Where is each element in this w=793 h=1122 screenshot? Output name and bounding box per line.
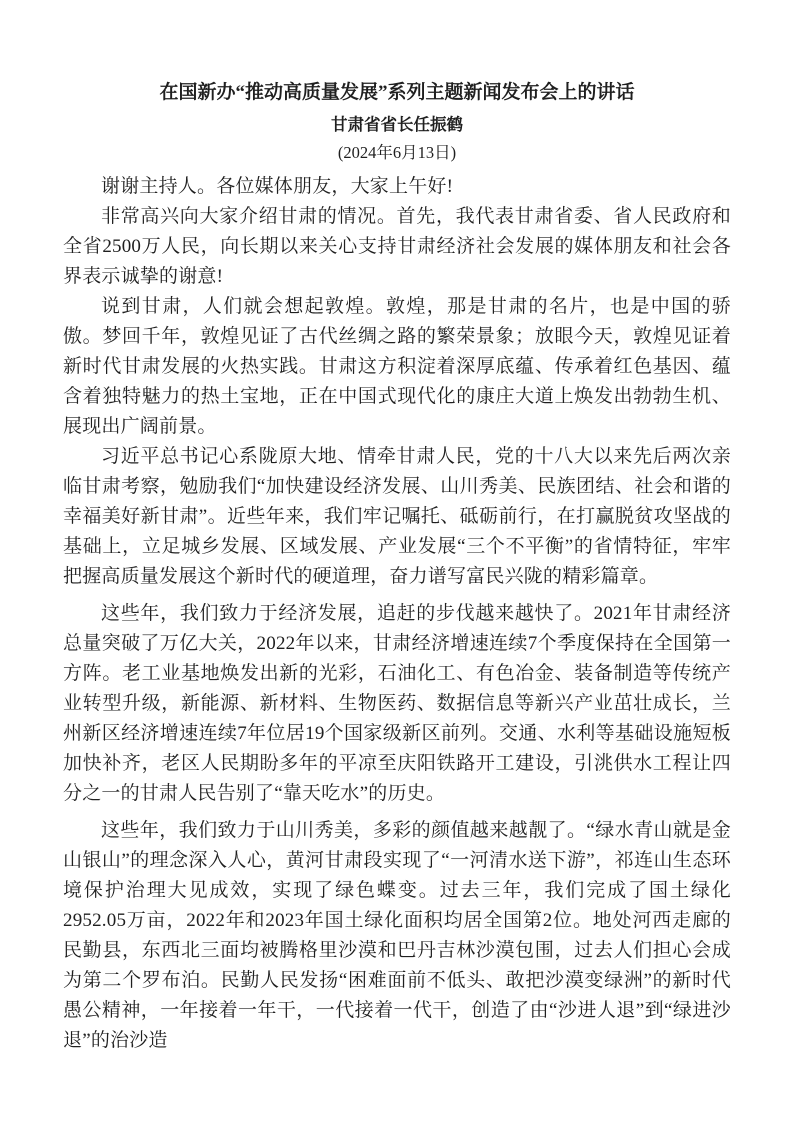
document-title: 在国新办“推动高质量发展”系列主题新闻发布会上的讲话 xyxy=(159,82,635,103)
paragraph-dunhuang: 说到甘肃，人们就会想起敦煌。敦煌，那是甘肃的名片，也是中国的骄傲。梦回千年，敦煌见证了古代丝绸之路的繁荣景象；放眼今天，敦煌见证着新时代甘肃发展的火热实践。甘肃这方积淀着深厚底蕴、传承着红色基因、蕴含着独特魅力的热土宝地，正在中国式现代化的康庄大道上焕发出勃勃生机、展现出广阔前景。 xyxy=(63,296,731,437)
document-body xyxy=(63,172,731,1056)
paragraph-ecology: 这些年，我们致力于山川秀美，多彩的颜值越来越靓了。“绿水青山就是金山银山”的理念深入人心，黄河甘肃段实现了“一河清水送下游”，祁连山生态环境保护治理大见成效，实现了绿色蝶变。过去三年，我们完成了国土绿化2952.05万亩，2022年和2023年国土绿化面积均居全国第2位。地处河西走廊的民勤县，东西北三面均被腾格里沙漠和巴丹吉林沙漠包围，过去人们担心会成为第二个罗布泊。民勤人民发扬“困难面前不低头、敢把沙漠变绿洲”的新时代愚公精神，一年接着一年干，一代接着一代干，创造了由“沙进人退”到“绿进沙退”的治沙造 xyxy=(63,820,731,1051)
paragraph-inspections: 习近平总书记心系陇原大地、情牵甘肃人民，党的十八大以来先后两次亲临甘肃考察，勉励我们“加快建设经济发展、山川秀美、民族团结、社会和谐的幸福美好新甘肃”。近些年来，我们牢记嘱托、砥砺前行，在打赢脱贫攻坚战的基础上，立足城乡发展、区域发展、产业发展“三个不平衡”的省情特征，牢牢把握高质量发展这个新时代的硬道理，奋力谱写富民兴陇的精彩篇章。 xyxy=(63,446,731,587)
paragraph-economy: 这些年，我们致力于经济发展，追赶的步伐越来越快了。2021年甘肃经济总量突破了万亿大关，2022年以来，甘肃经济增速连续7个季度保持在全国第一方阵。老工业基地焕发出新的光彩，石油化工、有色冶金、装备制造等传统产业转型升级，新能源、新材料、生物医药、数据信息等新兴产业茁壮成长，兰州新区经济增速连续7年位居19个国家级新区前列。交通、水利等基础设施短板加快补齐，老区人民期盼多年的平凉至庆阳铁路开工建设，引洮供水工程让四分之一的甘肃人民告别了“靠天吃水”的历史。 xyxy=(63,603,731,804)
document-author: 甘肃省省长任振鹤 xyxy=(331,115,463,134)
paragraph-intro-thanks: 非常高兴向大家介绍甘肃的情况。首先，我代表甘肃省委、省人民政府和全省2500万人民，向长期以来关心支持甘肃经济社会发展的媒体朋友和社会各界表示诚挚的谢意! xyxy=(63,206,731,287)
paragraph-greeting: 谢谢主持人。各位媒体朋友，大家上午好! xyxy=(101,176,454,197)
document-date: (2024年6月13日) xyxy=(337,143,457,162)
